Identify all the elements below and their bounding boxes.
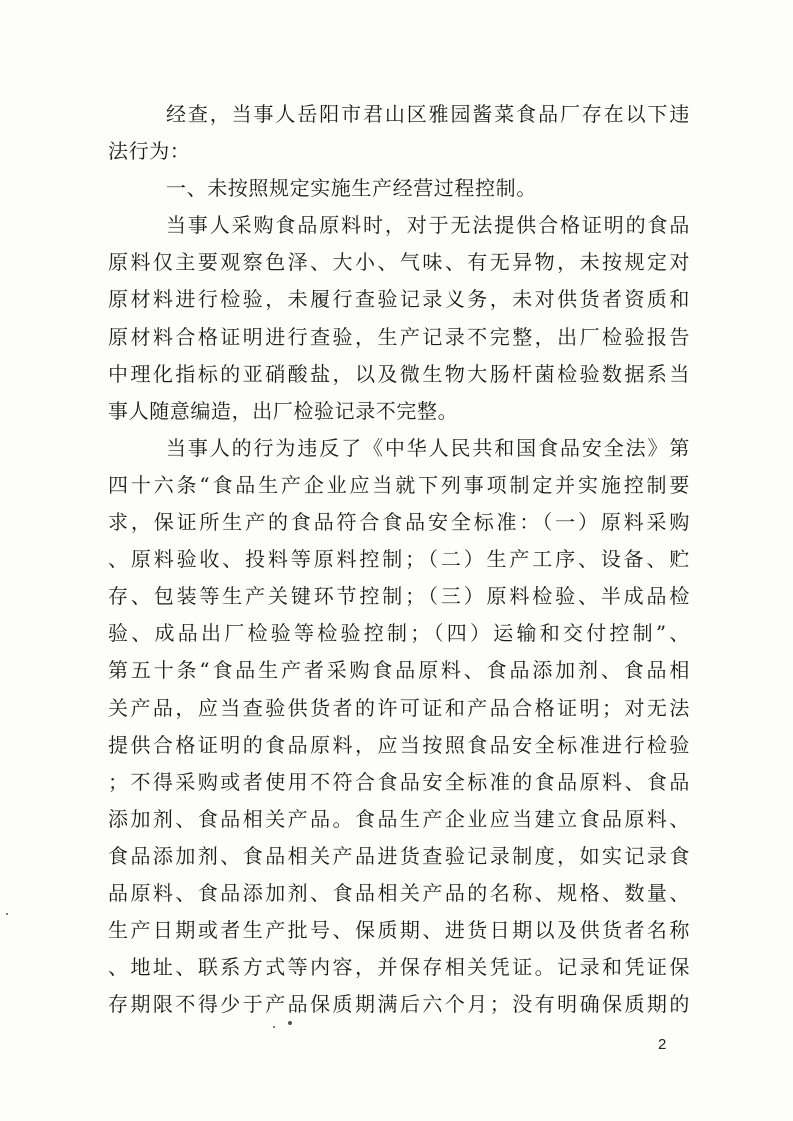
text-line: 当事人采购食品原料时，对于无法提供合格证明的食品 [166,213,690,238]
text-line: 存、包装等生产关键环节控制；（三）原料检验、半成品检 [108,584,690,609]
section-heading: 一、未按照规定实施生产经营过程控制。 [166,176,537,201]
text-line: 第五十条“食品生产者采购食品原料、食品添加剂、食品相 [108,658,690,683]
text-line: 中理化指标的亚硝酸盐，以及微生物大肠杆菌检验数据系当 [108,361,690,386]
text-line: 求，保证所生产的食品符合食品安全标准：（一）原料采购 [108,510,690,535]
text-line: 提供合格证明的食品原料，应当按照食品安全标准进行检验 [108,732,690,757]
text-line: 法行为： [108,139,191,164]
text-line: 关产品，应当查验供货者的许可证和产品合格证明；对无法 [108,695,690,720]
text-line: 原材料合格证明进行查验，生产记录不完整，出厂检验报告 [108,324,690,349]
scan-speck [288,1021,292,1025]
text-line: 原料仅主要观察色泽、大小、气味、有无异物，未按规定对 [108,250,690,275]
text-line: 经查，当事人岳阳市君山区雅园酱菜食品厂存在以下违 [166,102,690,126]
text-line: 当事人的行为违反了《中华人民共和国食品安全法》第 [166,435,690,460]
text-line: 品原料、食品添加剂、食品相关产品的名称、规格、数量、 [108,880,690,905]
body-text [108,96,690,1023]
text-line: 添加剂、食品相关产品。食品生产企业应当建立食品原料、 [108,806,690,831]
page-number: 2 [658,1036,667,1053]
text-line: 、地址、联系方式等内容，并保存相关凭证。记录和凭证保 [108,955,690,980]
text-line: ；不得采购或者使用不符合食品安全标准的食品原料、食品 [108,769,690,794]
text-line: 生产日期或者生产批号、保质期、进货日期以及供货者名称 [108,918,690,943]
text-line: 四十六条“食品生产企业应当就下列事项制定并实施控制要 [108,472,690,497]
scan-speck [273,1026,275,1028]
text-line: 存期限不得少于产品保质期满后六个月；没有明确保质期的 [108,992,690,1017]
scan-speck [6,913,8,915]
text-line: 、原料验收、投料等原料控制；（二）生产工序、设备、贮 [108,547,690,572]
text-line: 验、成品出厂检验等检验控制；（四）运输和交付控制”、 [108,621,690,646]
text-line: 原材料进行检验，未履行查验记录义务，未对供货者资质和 [108,287,690,312]
text-line: 事人随意编造，出厂检验记录不完整。 [108,398,459,423]
text-line: 食品添加剂、食品相关产品进货查验记录制度，如实记录食 [108,843,690,868]
